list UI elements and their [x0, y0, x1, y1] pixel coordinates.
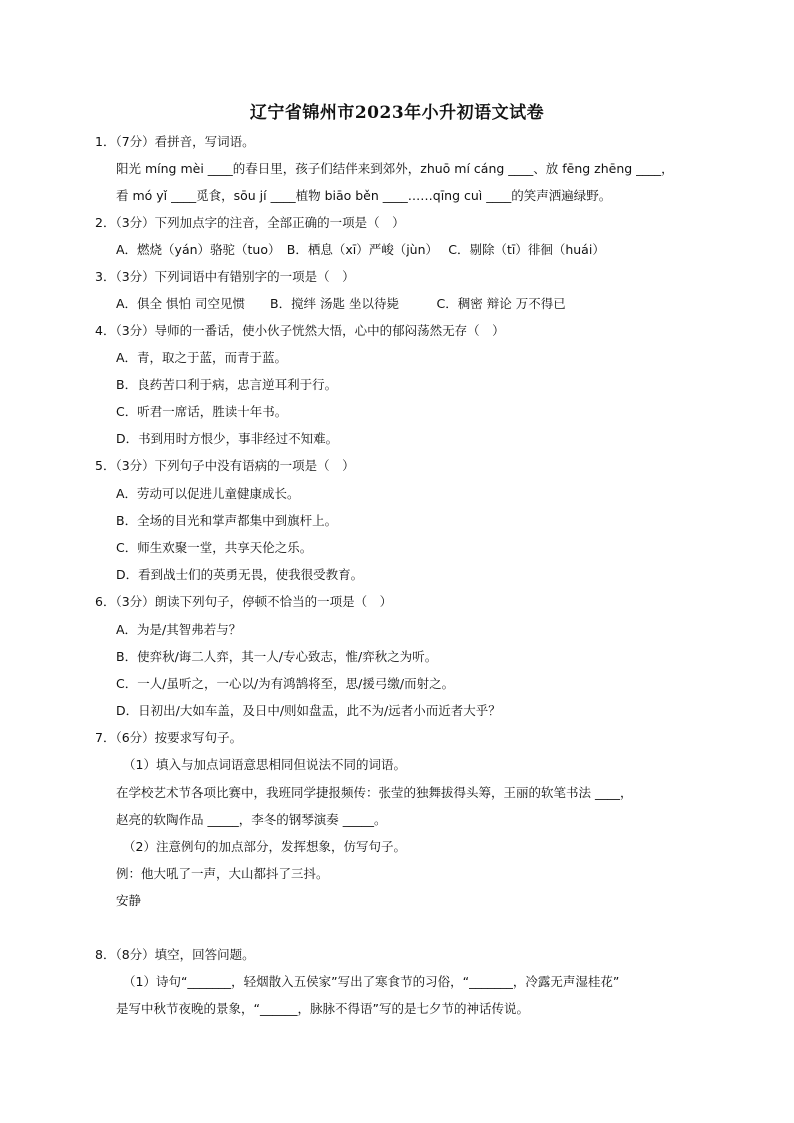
exam-title: 辽宁省锦州市2023年小升初语文试卷: [249, 103, 545, 123]
question-line-q5-b: B．全场的目光和掌声都集中到旗杆上。: [116, 513, 338, 528]
question-line-q2-options: A．燃烧（yán）骆驼（tuo） B．栖息（xī）严峻（jùn） C．剔除（tī）徘徊（huái）: [116, 242, 605, 257]
question-line-q5-a: A．劳动可以促进儿童健康成长。: [116, 486, 300, 501]
question-line-q3-stem: 3．（3分）下列词语中有错别字的一项是（ ）: [95, 269, 355, 284]
question-line-q7-2-example: 例：他大吼了一声，大山都抖了三抖。: [116, 866, 329, 881]
question-line-q7-1-text2: 赵亮的软陶作品 _____，李冬的钢琴演奏 _____。: [116, 812, 387, 827]
question-line-q4-b: B．良药苦口利于病，忠言逆耳利于行。: [116, 377, 338, 392]
question-line-q5-d: D．看到战士们的英勇无畏，使我很受教育。: [116, 567, 364, 582]
question-line-q8-stem: 8．（8分）填空，回答问题。: [95, 947, 255, 962]
question-line-q6-stem: 6．（3分）朗读下列句子，停顿不恰当的一项是（ ）: [95, 594, 393, 609]
question-line-q5-c: C．师生欢聚一堂，共享天伦之乐。: [116, 540, 313, 555]
question-line-q7-1-text1: 在学校艺术节各项比赛中，我班同学捷报频传：张莹的独舞拔得头筹，王丽的软笔书法 ____，: [116, 785, 633, 800]
question-line-q7-1: （1）填入与加点词语意思相同但说法不同的词语。: [123, 757, 406, 772]
question-line-q7-2: （2）注意例句的加点部分，发挥想象，仿写句子。: [123, 839, 406, 854]
question-line-q6-d: D．日初出/大如车盖，及日中/则如盘盂，此不为/远者小而近者大乎？: [116, 703, 501, 718]
question-line-q4-a: A．青，取之于蓝，而青于蓝。: [116, 350, 288, 365]
question-line-q6-a: A．为是/其智弗若与？: [116, 622, 242, 637]
question-line-q4-stem: 4．（3分）导师的一番话，使小伙子恍然大悟，心中的郁闷荡然无存（ ）: [95, 323, 505, 338]
question-line-q6-c: C．一人/虽听之，一心以/为有鸿鹄将至，思/援弓缴/而射之。: [116, 676, 455, 691]
question-line-q8-1-line2: 是写中秋节夜晚的景象，“______，脉脉不得语”写的是七夕节的神话传说。: [116, 1001, 529, 1016]
question-line-q6-b: B．使弈秋/诲二人弈，其一人/专心致志，惟/弈秋之为听。: [116, 649, 438, 664]
question-line-q4-d: D．书到用时方恨少，事非经过不知难。: [116, 431, 339, 446]
question-line-q5-stem: 5．（3分）下列句子中没有语病的一项是（ ）: [95, 458, 355, 473]
question-line-q3-options: A．俱全 惧怕 司空见惯 B．搅绊 汤匙 坐以待毙 C．稠密 辩论 万不得已: [116, 296, 566, 311]
question-line-q1-stem: 1．（7分）看拼音，写词语。: [95, 134, 255, 149]
question-line-q1-line2: 看 mó yǐ ____觅食，sōu jí ____植物 biāo běn ____……qīng cuì ____的笑声洒遍绿野。: [116, 188, 612, 203]
question-line-q1-line1: 阳光 míng mèi ____的春日里，孩子们结伴来到郊外，zhuō mí cáng ____、放 fēng zhēng ____，: [116, 161, 674, 176]
question-line-q8-1-line1: （1）诗句“_______，轻烟散入五侯家”写出了寒食节的习俗，“_______，冷露无声湿桂花”: [123, 974, 620, 989]
question-line-q7-2-word: 安静: [116, 893, 142, 908]
question-line-q7-stem: 7．（6分）按要求写句子。: [95, 730, 243, 745]
question-line-q4-c: C．听君一席话，胜读十年书。: [116, 404, 288, 419]
question-line-q2-stem: 2．（3分）下列加点字的注音，全部正确的一项是（ ）: [95, 215, 405, 230]
